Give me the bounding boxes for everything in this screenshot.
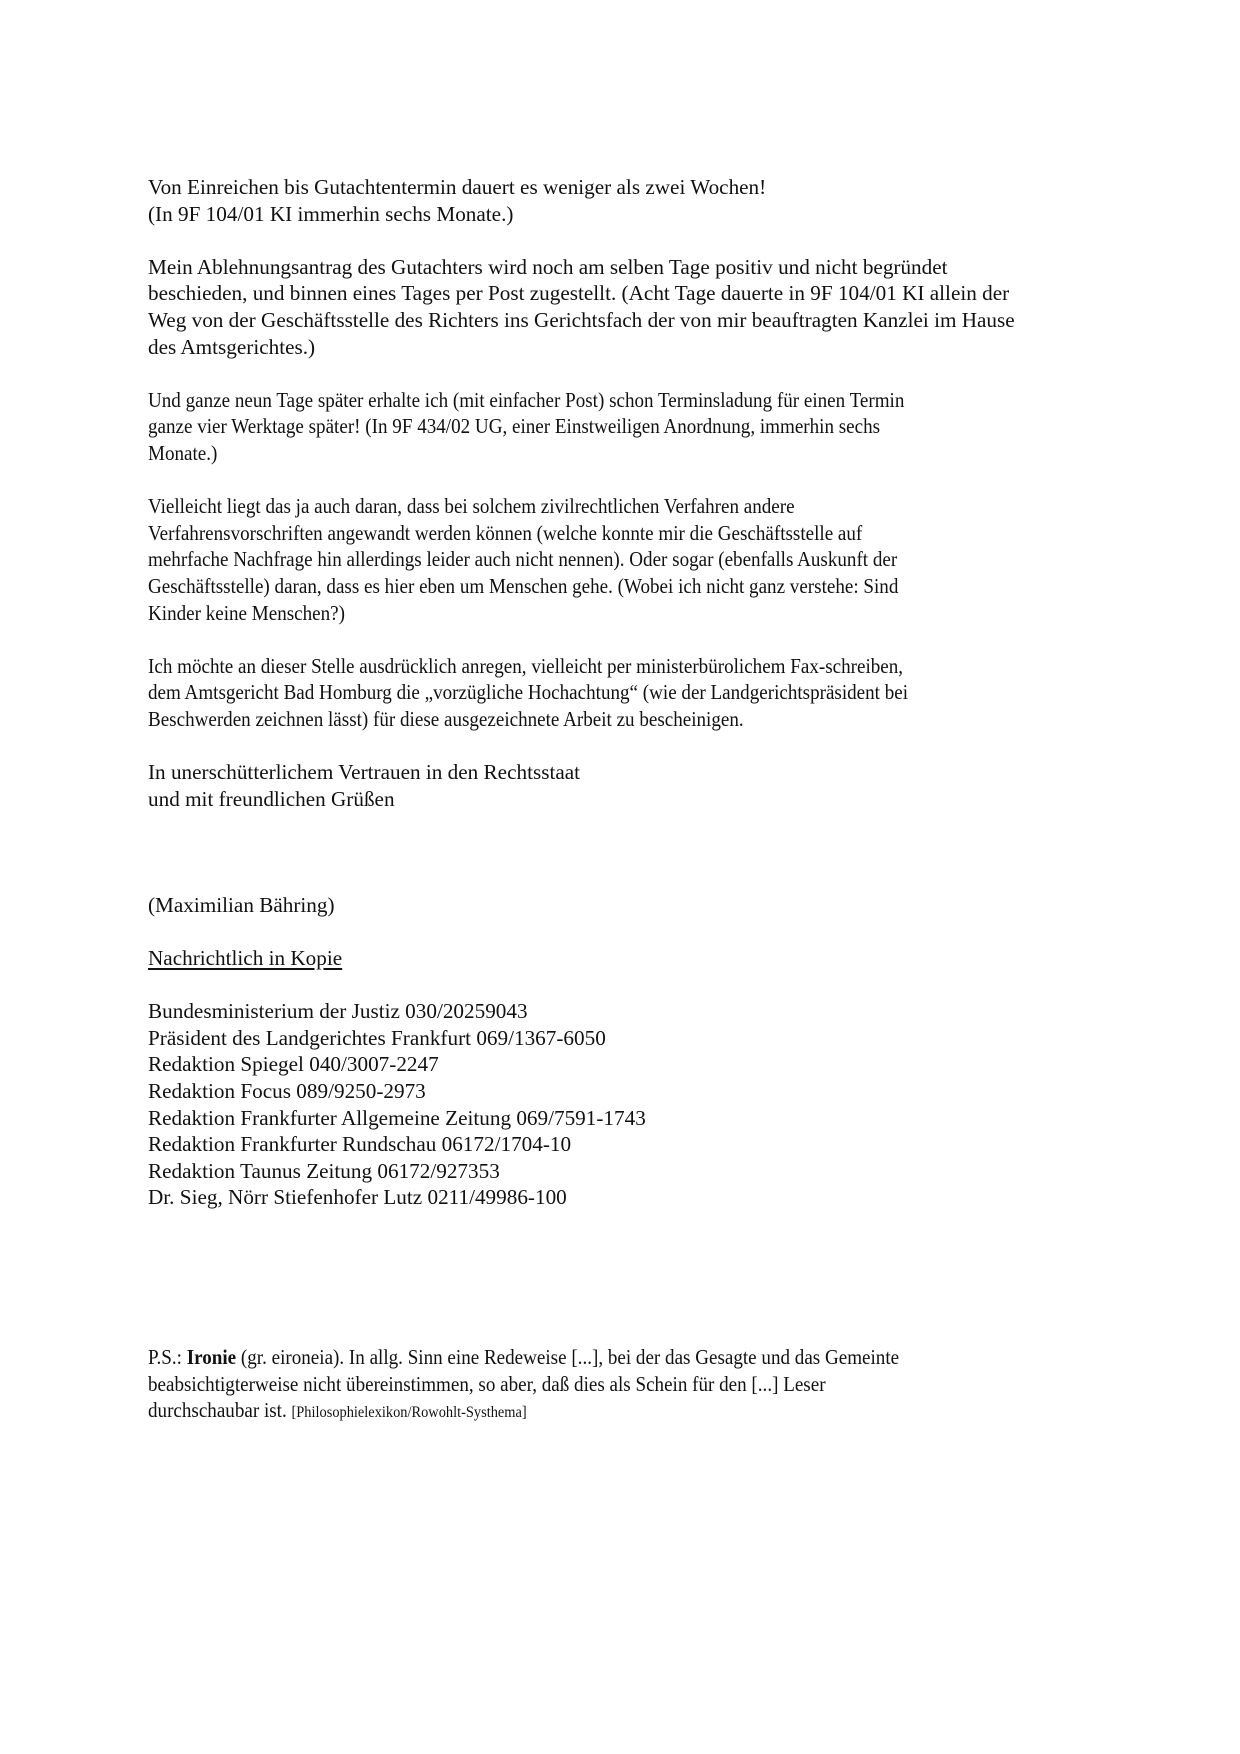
text-line: Und ganze neun Tage später erhalte ich (mit einfacher Post) schon Terminsladung für einen Termin [148, 387, 905, 412]
cc-recipient-list [148, 998, 1108, 1211]
cc-recipient: Redaktion Frankfurter Allgemeine Zeitung 069/7591-1743 [148, 1105, 646, 1130]
anregung-paragraph [148, 653, 1108, 733]
text-line: des Amtsgerichtes.) [148, 334, 316, 359]
text-line: Beschwerden zeichnen lässt) für diese ausgezeichnete Arbeit zu bescheinigen. [148, 706, 744, 731]
postscript-end: durchschaubar ist. [148, 1398, 292, 1423]
cc-recipient: Redaktion Focus 089/9250-2973 [148, 1079, 426, 1103]
cc-recipient: Dr. Sieg, Nörr Stiefenhofer Lutz 0211/49986-100 [148, 1185, 567, 1210]
text-line: Geschäftsstelle) daran, dass es hier eben um Menschen gehe. (Wobei ich nicht ganz verstehe: Sind [148, 573, 899, 598]
cc-recipient: Redaktion Taunus Zeitung 06172/927353 [148, 1158, 500, 1183]
ablehnung-paragraph [148, 254, 1108, 360]
cc-heading: Nachrichtlich in Kopie [148, 946, 343, 971]
postscript-gap [148, 1211, 1108, 1344]
signature-name: (Maximilian Bähring) [148, 892, 335, 917]
text-line: Mein Ablehnungsantrag des Gutachters wird noch am selben Tage positiv und nicht begründet [148, 254, 948, 279]
text-line: mehrfache Nachfrage hin allerdings leider auch nicht nennen). Oder sogar (ebenfalls Auskunft der [148, 547, 898, 572]
text-line: (In 9F 104/01 KI immerhin sechs Monate.) [148, 201, 514, 226]
text-line: dem Amtsgericht Bad Homburg die „vorzügliche Hochachtung“ (wie der Landgerichtspräsident bei [148, 680, 909, 705]
cc-recipient: Redaktion Spiegel 040/3007-2247 [148, 1052, 439, 1077]
text-line: Kinder keine Menschen?) [148, 600, 345, 625]
closing-paragraph [148, 759, 1108, 812]
text-line: Verfahrensvorschriften angewandt werden können (welche konnte mir die Geschäftsstelle auf [148, 520, 863, 545]
text-line: beschieden, und binnen eines Tages per Post zugestellt. (Acht Tage dauerte in 9F 104/01 KI allein der [148, 281, 1010, 306]
cc-heading-paragraph [148, 945, 1108, 972]
postscript-line [148, 1397, 1012, 1427]
postscript-line: beabsichtigterweise nicht übereinstimmen, so aber, daß dies als Schein für den [...] Leser [148, 1371, 826, 1396]
text-line: ganze vier Werktage später! (In 9F 434/02 UG, einer Einstweiligen Anordnung, immerhin sechs [148, 414, 881, 439]
cc-recipient: Bundesministerium der Justiz 030/20259043 [148, 999, 528, 1024]
postscript [148, 1344, 1108, 1427]
letter-page [148, 174, 1108, 1453]
text-line: Weg von der Geschäftsstelle des Richters ins Gerichtsfach der von mir beauftragten Kanzlei im Hause [148, 307, 1015, 332]
cc-recipient: Redaktion Frankfurter Rundschau 06172/1704-10 [148, 1132, 572, 1157]
verfahren-paragraph [148, 493, 1108, 626]
postscript-term: Ironie [186, 1344, 237, 1369]
cc-recipient: Präsident des Landgerichtes Frankfurt 069/1367-6050 [148, 1025, 606, 1050]
text-line: In unerschütterlichem Vertrauen in den Rechtsstaat [148, 760, 581, 785]
signature [148, 892, 1108, 919]
postscript-line [148, 1344, 1012, 1371]
text-line: Vielleicht liegt das ja auch daran, dass bei solchem zivilrechtlichen Verfahren andere [148, 494, 795, 519]
signature-space [148, 839, 1108, 892]
postscript-prefix: P.S.: [148, 1344, 187, 1369]
intro-paragraph [148, 174, 1108, 227]
text-line: und mit freundlichen Grüßen [148, 786, 395, 811]
text-line: Monate.) [148, 440, 218, 465]
postscript-definition: (gr. eironeia). In allg. Sinn eine Redeweise [...], bei der das Gesagte und das Gemeinte [236, 1344, 900, 1369]
postscript-source: [Philosophielexikon/Rowohlt-Systhema] [291, 1404, 527, 1422]
termin-paragraph [148, 387, 1108, 467]
text-line: Ich möchte an dieser Stelle ausdrücklich anregen, vielleicht per ministerbürolichem Fax-schreiben, [148, 653, 904, 678]
text-line: Von Einreichen bis Gutachtentermin dauert es weniger als zwei Wochen! [148, 175, 767, 199]
